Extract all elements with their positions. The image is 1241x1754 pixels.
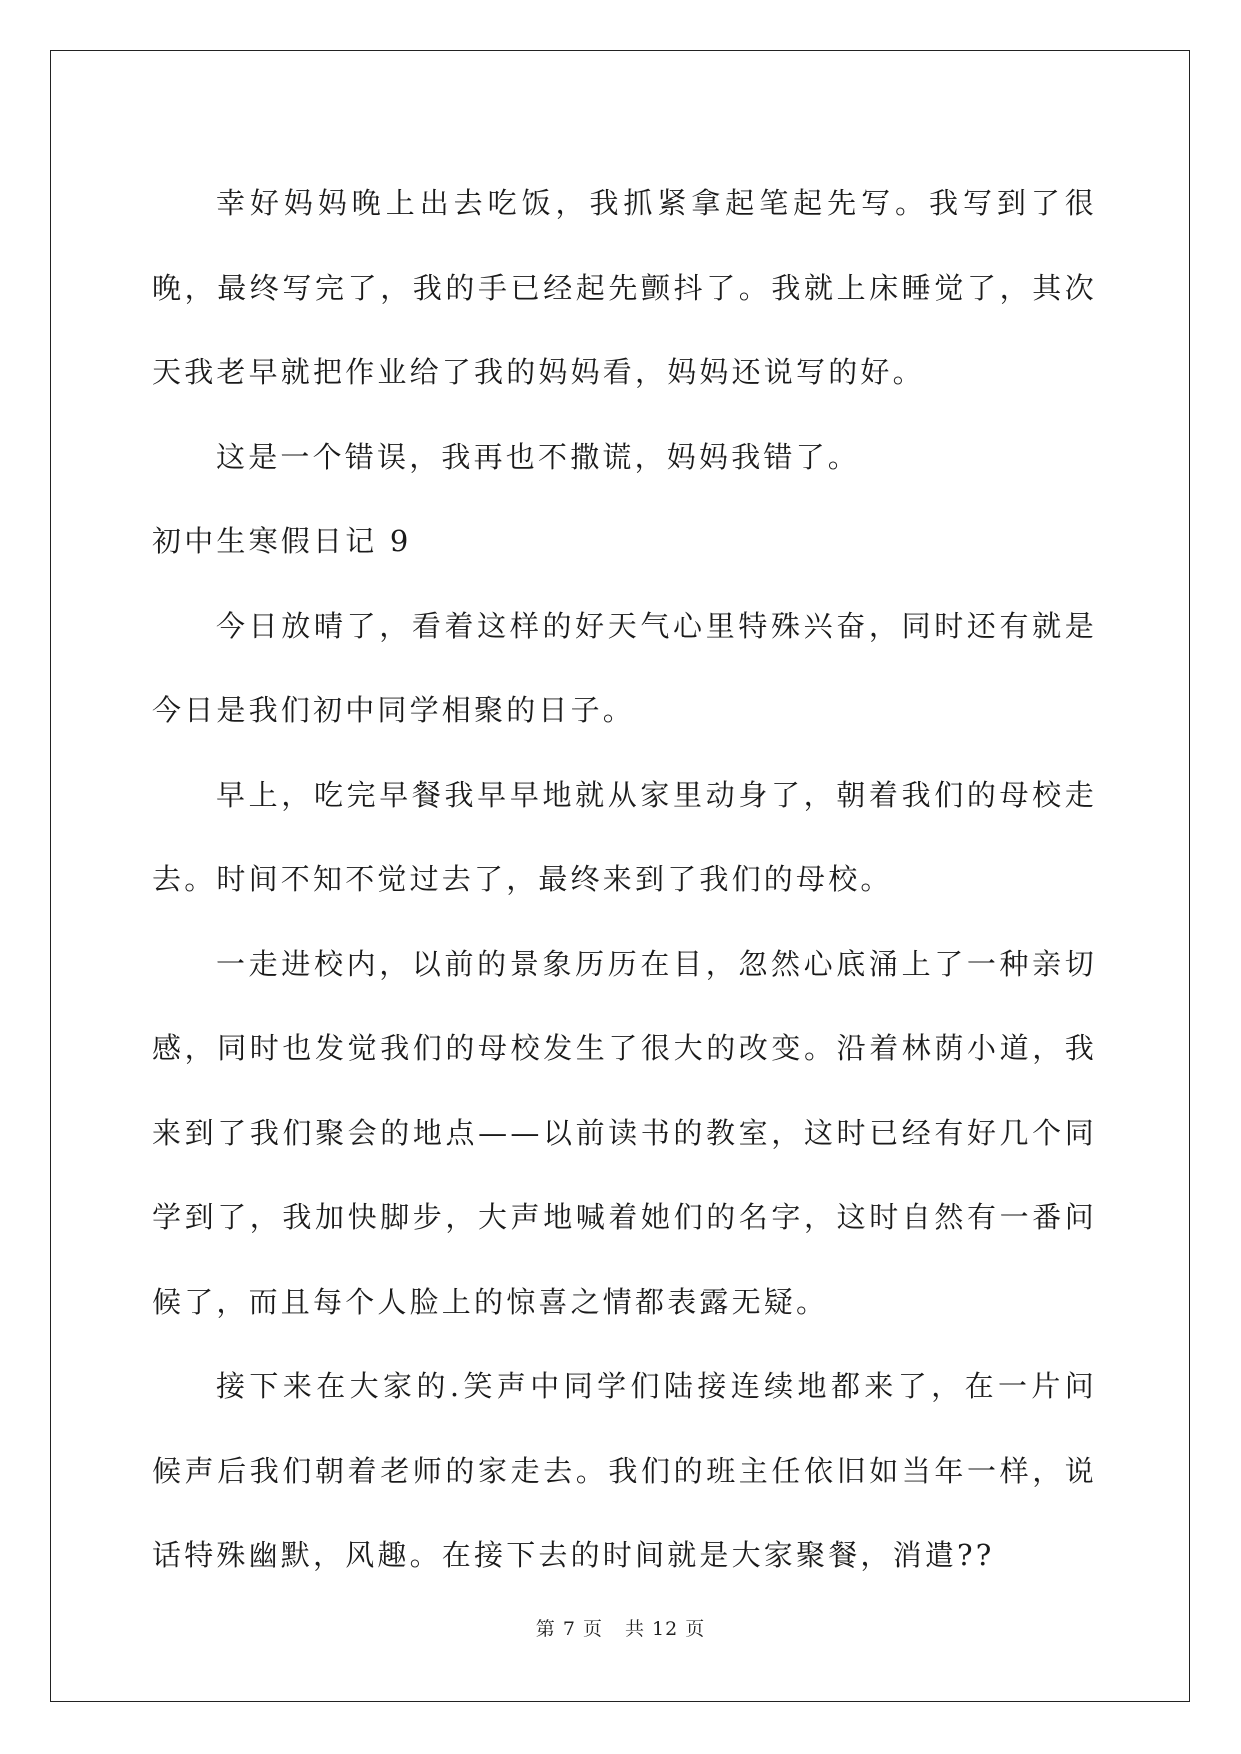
document-body xyxy=(152,161,1097,1598)
paragraph: 一走进校内，以前的景象历历在目，忽然心底涌上了一种亲切感，同时也发觉我们的母校发生了很大的改变。沿着林荫小道，我来到了我们聚会的地点——以前读书的教室，这时已经有好几个同学到了，我加快脚步，大声地喊着她们的名字，这时自然有一番问候了，而且每个人脸上的惊喜之情都表露无疑。 xyxy=(152,946,1097,1319)
paragraph: 这是一个错误，我再也不撒谎，妈妈我错了。 xyxy=(216,439,861,474)
section-title: 初中生寒假日记 9 xyxy=(152,524,412,558)
paragraph: 今日放晴了，看着这样的好天气心里特殊兴奋，同时还有就是今日是我们初中同学相聚的日子。 xyxy=(152,608,1097,727)
page-number: 第 7 页 xyxy=(535,1618,603,1640)
paragraph: 早上，吃完早餐我早早地就从家里动身了，朝着我们的母校走去。时间不知不觉过去了，最终来到了我们的母校。 xyxy=(152,777,1097,896)
paragraph: 幸好妈妈晚上出去吃饭，我抓紧拿起笔起先写。我写到了很晚，最终写完了，我的手已经起先颤抖了。我就上床睡觉了，其次天我老早就把作业给了我的妈妈看，妈妈还说写的好。 xyxy=(152,186,1097,389)
paragraph: 接下来在大家的.笑声中同学们陆接连续地都来了，在一片问候声后我们朝着老师的家走去。我们的班主任依旧如当年一样，说话特殊幽默，风趣。在接下去的时间就是大家聚餐，消遣?? xyxy=(152,1369,1097,1572)
page-total: 共 12 页 xyxy=(624,1618,706,1640)
page-footer xyxy=(0,1614,1241,1641)
